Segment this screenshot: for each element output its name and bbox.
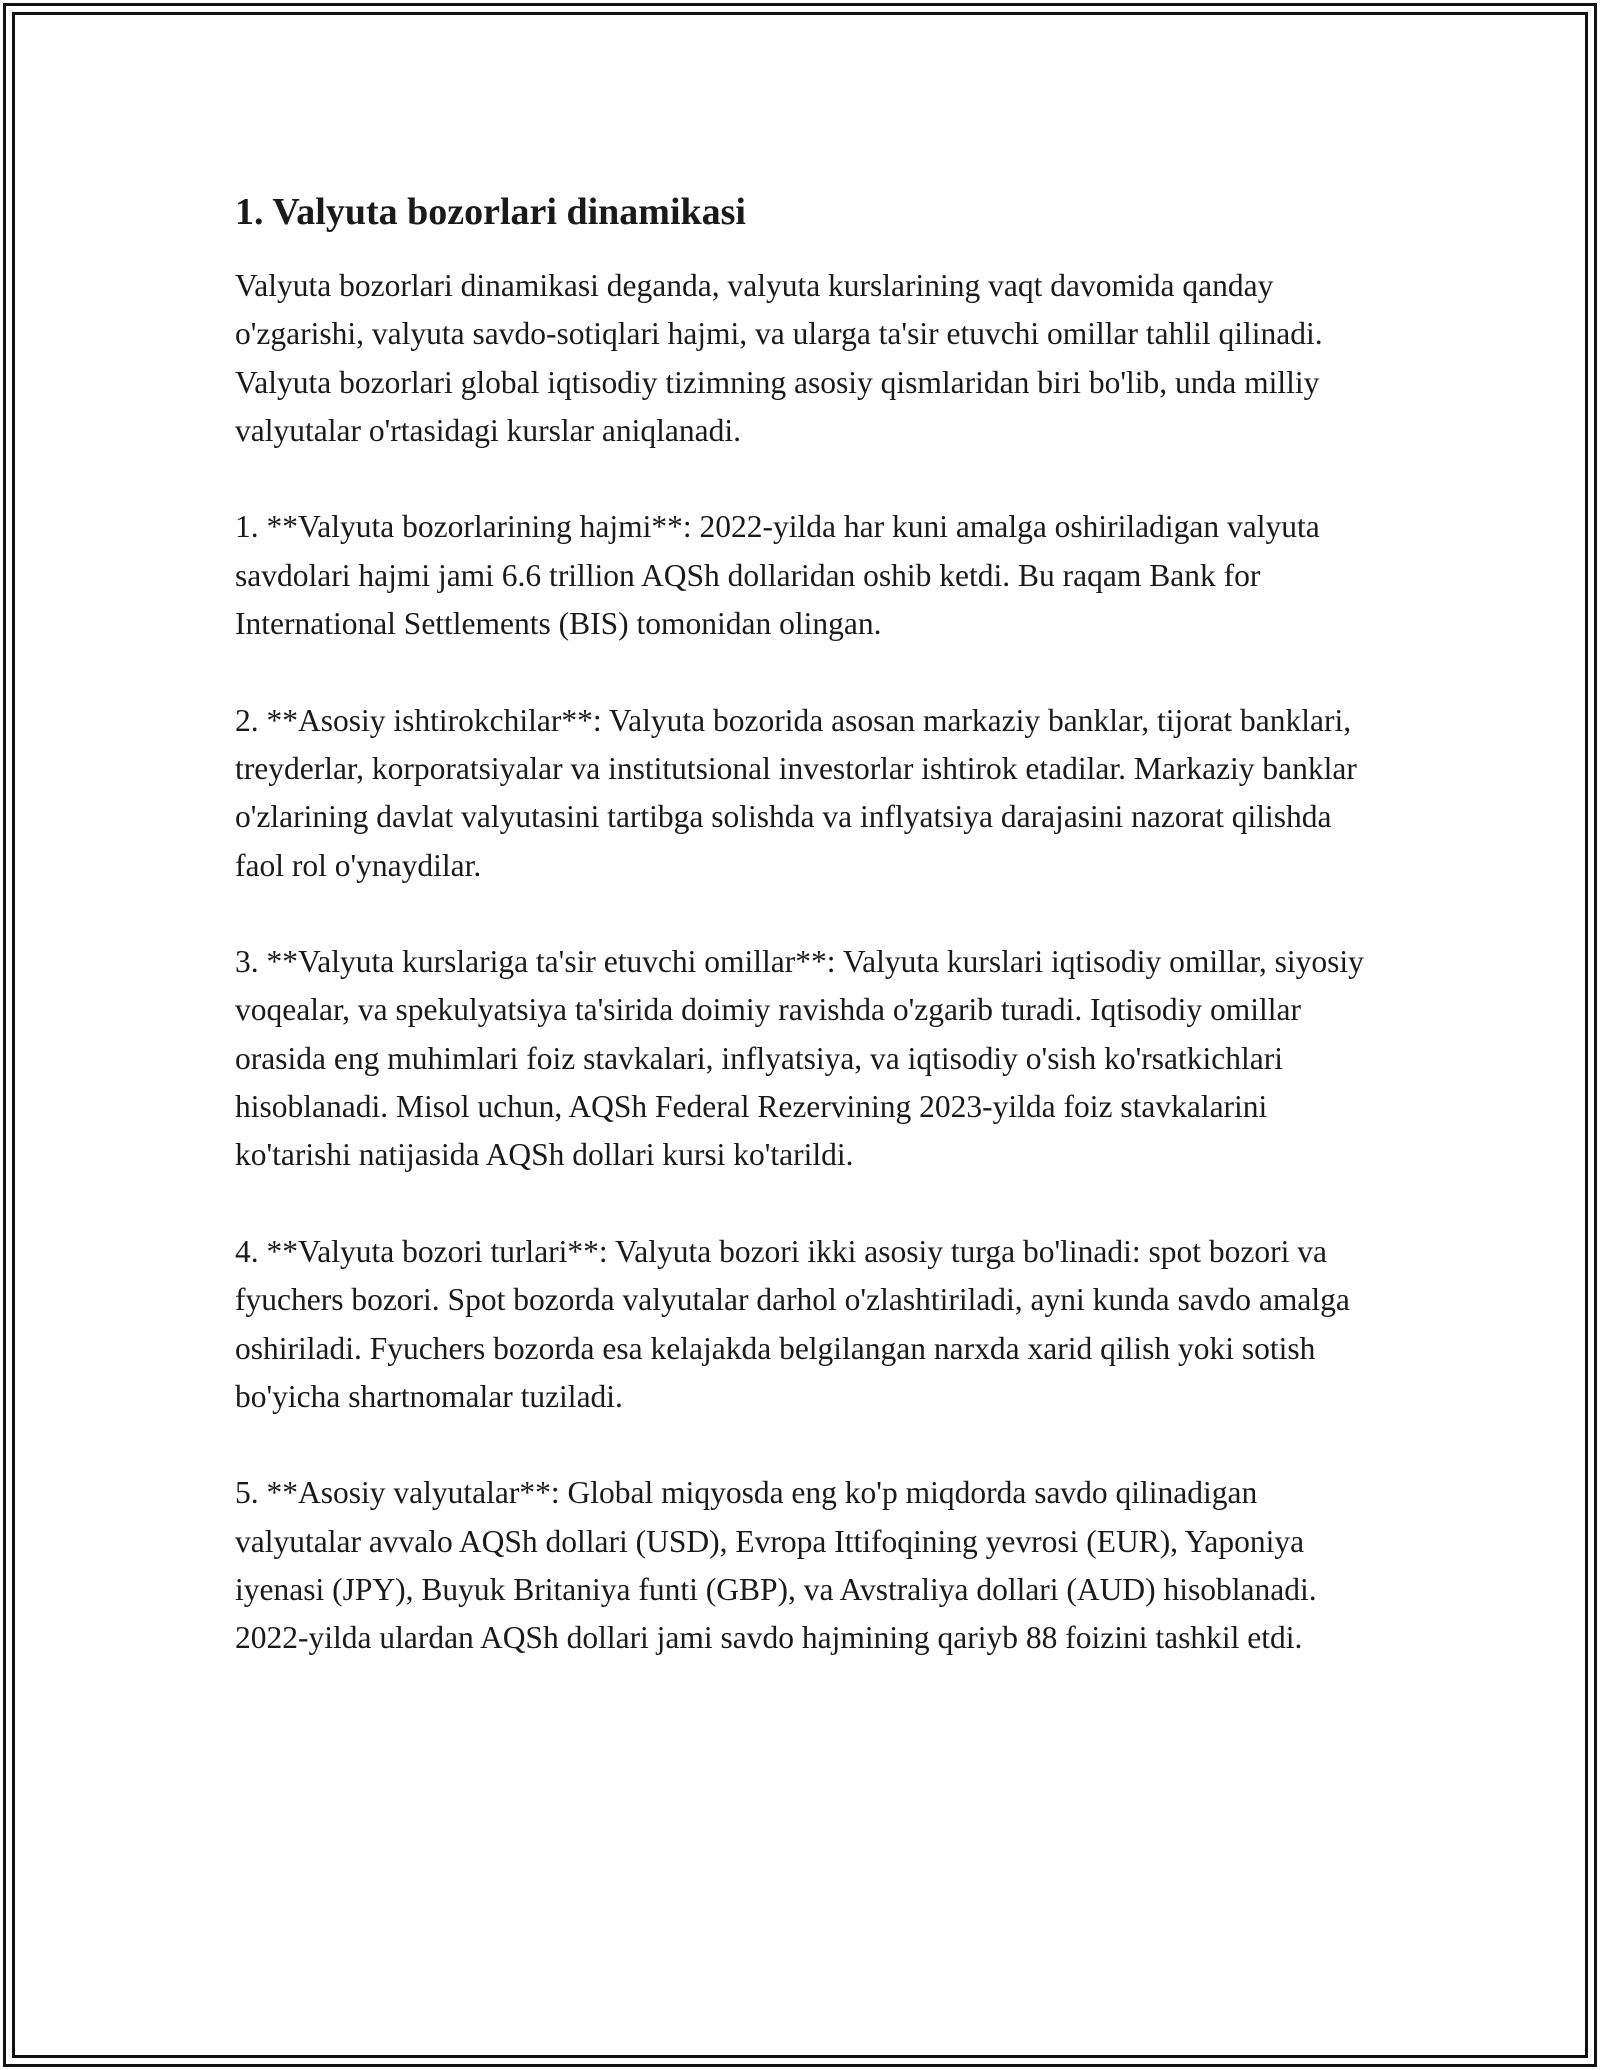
list-item-major-currencies: 5. **Asosiy valyutalar**: Global miqyosda eng ko'p miqdorda savdo qilinadigan valyutalar avvalo AQSh dollari (USD), Evropa Ittifoqining yevrosi (EUR), Yaponiya iyenasi (JPY), Buyuk Britaniya funti (GBP), va Avstraliya dollari (AUD) hisoblanadi. 2022-yilda ulardan AQSh dollari jami savdo hajmining qariyb 88 foizini tashkil etdi. bbox=[235, 1475, 1317, 1656]
list-item-rate-factors: 3. **Valyuta kurslariga ta'sir etuvchi omillar**: Valyuta kurslari iqtisodiy omillar, siyosiy voqealar, va spekulyatsiya ta'sirida doimiy ravishda o'zgarib turadi. Iqtisodiy omillar orasida eng muhimlari foiz stavkalari, inflyatsiya, va iqtisodiy o'sish ko'rsatkichlari hisoblanadi. Misol uchun, AQSh Federal Rezervining 2023-yilda foiz stavkalarini ko'tarishi natijasida AQSh dollari kursi ko'tarildi. bbox=[235, 944, 1364, 1173]
document-body bbox=[235, 188, 1375, 1711]
list-item-participants: 2. **Asosiy ishtirokchilar**: Valyuta bozorida asosan markaziy banklar, tijorat banklari, treyderlar, korporatsiyalar va institutsional investorlar ishtirok etadilar. Markaziy banklar o'zlarining davlat valyutasini tartibga solishda va inflyatsiya darajasini nazorat qilishda faol rol o'ynaydilar. bbox=[235, 702, 1357, 883]
intro-paragraph: Valyuta bozorlari dinamikasi deganda, valyuta kurslarining vaqt davomida qanday o'zgarishi, valyuta savdo-sotiqlari hajmi, va ularga ta'sir etuvchi omillar tahlil qilinadi. Valyuta bozorlari global iqtisodiy tizimning asosiy qismlaridan biri bo'lib, unda milliy valyutalar o'rtasidagi kurslar aniqlanadi. bbox=[235, 268, 1323, 448]
list-item-market-types: 4. **Valyuta bozori turlari**: Valyuta bozori ikki asosiy turga bo'linadi: spot bozori va fyuchers bozori. Spot bozorda valyutalar darhol o'zlashtiriladi, ayni kunda savdo amalga oshiriladi. Fyuchers bozorda esa kelajakda belgilangan narxda xarid qilish yoki sotish bo'yicha shartnomalar tuziladi. bbox=[235, 1233, 1350, 1414]
document-title: 1. Valyuta bozorlari dinamikasi bbox=[235, 191, 746, 233]
list-item-market-volume: 1. **Valyuta bozorlarining hajmi**: 2022-yilda har kuni amalga oshiriladigan valyuta savdolari hajmi jami 6.6 trillion AQSh dollaridan oshib ketdi. Bu raqam Bank for International Settlements (BIS) tomonidan olingan. bbox=[235, 509, 1320, 642]
